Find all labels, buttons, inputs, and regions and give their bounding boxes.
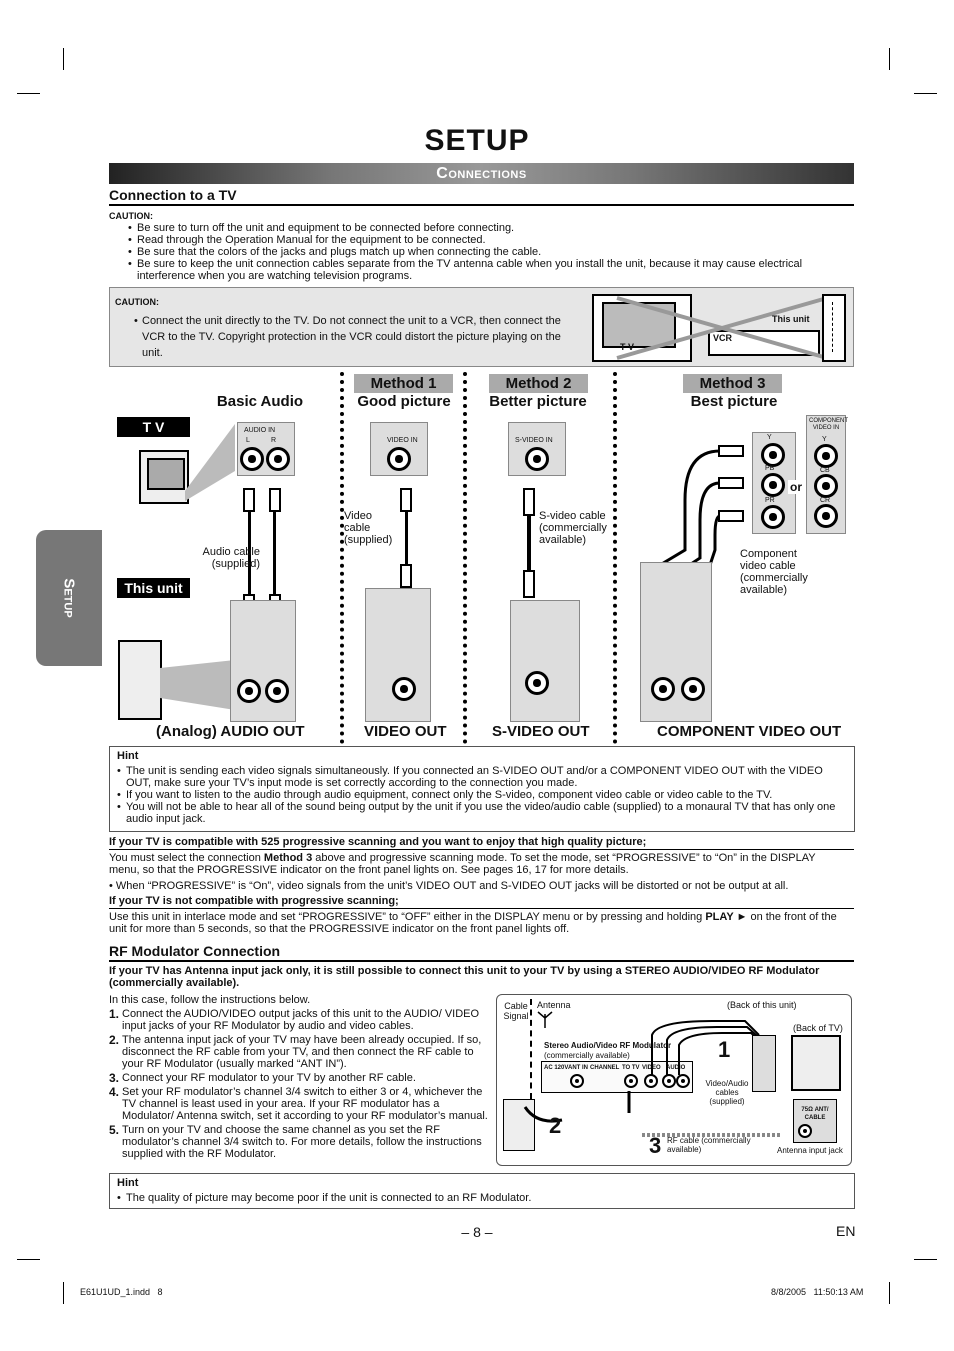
separator [613, 372, 617, 744]
hint-label: Hint [117, 750, 139, 762]
y-alt-label: Y [822, 436, 827, 443]
interlace-text: Use this unit in interlace mode and set “PROGRESSIVE” to “OFF” either in the DISPLAY menu or by pressing and holding PLAY ► on the front of the unit for more than 5 seconds, so that the PROGRESSIVE indicator on the front panel lights off. [109, 911, 837, 935]
hint-text: • The quality of picture may become poor if the unit is connected to an RF Modulator. [117, 1192, 532, 1204]
av-cables-label: Video/Audio cables (supplied) [705, 1079, 749, 1106]
caution-list [128, 222, 843, 282]
list-item: • Read through the Operation Manual for the equipment to be connected. [128, 234, 843, 246]
hint-label: Hint [117, 1177, 139, 1189]
list-item: • Be sure that the colors of the jacks and plugs match up when connecting the cable. [128, 246, 843, 258]
video-cable-label: Video cable (supplied) [344, 510, 393, 546]
back-unit-label: (Back of this unit) [727, 1000, 797, 1010]
print-date: 8/8/2005 11:50:13 AM [771, 1287, 864, 1297]
modulator-sub: (commercially available) [544, 1051, 630, 1060]
step-3-marker: 3 [649, 1133, 662, 1158]
video-in-label: VIDEO IN [387, 437, 418, 444]
audio-l-jack [240, 447, 264, 471]
video-in-jack [387, 447, 411, 471]
component-cr-jack [814, 504, 838, 528]
step-2-marker: 2 [549, 1113, 562, 1138]
audio-in-panel [237, 422, 295, 476]
tv-back-panel [791, 1035, 841, 1091]
s-video-in-jack [525, 447, 549, 471]
separator [463, 372, 467, 744]
caution-label: CAUTION: [109, 211, 153, 221]
audio-out-r-jack [265, 679, 289, 703]
list-item: • You will not be able to hear all of the sound being output by the unit if you use the video/audio cable (supplied) to a monaural TV that has only one audio input jack. [117, 801, 842, 825]
pr-label: PR [765, 497, 775, 504]
video-label: VIDEO [642, 1065, 661, 1071]
modulator-label: Stereo Audio/Video RF Modulator [544, 1041, 672, 1050]
video-in-panel [370, 422, 428, 476]
hint-box-2 [109, 1173, 855, 1209]
language-label: EN [836, 1223, 856, 1239]
progressive-heading: If your TV is compatible with 525 progressive scanning and you want to enjoy that high quality picture; [109, 836, 647, 848]
list-item: • The unit is sending each video signals simultaneously. If you connected an S-VIDEO OUT and/or a COMPONENT VIDEO OUT with the VIDEO OUT, make sure your TV’s input mode is set correctly according to the connection you made. [117, 765, 842, 789]
zoom-wedge [180, 421, 240, 511]
component-out-panel [640, 562, 712, 722]
basic-audio-title: Basic Audio [216, 393, 304, 410]
method2-tag: Method 2 [489, 374, 588, 393]
list-item: 3. Connect your RF modulator to your TV by another RF cable. [109, 1071, 416, 1085]
video-out-jack [392, 677, 416, 701]
ant-in-label: ANT IN [568, 1065, 588, 1071]
antenna-jack-label: Antenna input jack [777, 1146, 843, 1155]
plug [523, 488, 535, 516]
component-pr-jack [761, 505, 785, 529]
component-y-alt-jack [814, 444, 838, 468]
list-item: • Be sure to keep the unit connection cables separate from the TV antenna cable when you install the unit, because it may cause electrical interference when you are watching television programs. [128, 258, 843, 282]
progressive-note: • When “PROGRESSIVE” is “On”, video signals from the unit’s VIDEO OUT and S-VIDEO OUT jacks will be distorted or not be output at all. [109, 880, 789, 892]
or-label: or [790, 480, 802, 494]
list-item: 5. Turn on your TV and choose the same channel as you set the RF modulator’s channel 3/4 switch to. For more details, follow the instructions supplied with the RF Modulator. [109, 1123, 482, 1160]
cr-label: CR [820, 497, 831, 504]
video-out-label: VIDEO OUT [364, 723, 447, 740]
rf-diagram [496, 994, 852, 1166]
antenna-label: Antenna [537, 1000, 571, 1010]
l-label: L [246, 437, 250, 444]
component-video-in-label: COMPONENT VIDEO IN [809, 418, 848, 431]
caution2-label: CAUTION: [115, 297, 159, 307]
component-y-jack [761, 443, 785, 467]
back-tv-label: (Back of TV) [793, 1023, 843, 1033]
caution-box [109, 287, 854, 367]
list-item: 2. The antenna input jack of your TV may have been already occupied. If so, disconnect the RF cable from your TV, and then connect the RF cable to your RF Modulator (usually marked “ANT IN”). [109, 1033, 482, 1070]
step-1-marker: 1 [718, 1037, 731, 1062]
audio-in-label: AUDIO IN [244, 427, 276, 434]
s-video-out-label: S-VIDEO OUT [492, 723, 590, 740]
prohibited-cross-icon [592, 292, 852, 366]
zoom-wedge [160, 658, 240, 718]
section-title: Connections [436, 165, 527, 182]
rf-steps [109, 1008, 494, 1160]
tv-label: T V [620, 342, 635, 352]
plug [243, 488, 255, 512]
s-video-out-panel [510, 600, 580, 722]
plug [269, 488, 281, 512]
side-tab-label: Setup [60, 578, 78, 618]
s-video-in-panel [508, 422, 566, 476]
section-bar [109, 163, 854, 184]
interlace-heading: If your TV is not compatible with progressive scanning; [109, 895, 399, 907]
component-out-pb-jack [681, 677, 705, 701]
unit-back-panel [752, 1035, 776, 1092]
component-cable-label: Component video cable (commercially available) [740, 548, 808, 596]
method1-tag: Method 1 [354, 374, 453, 393]
tv-tag: T V [117, 417, 190, 437]
unit-illustration [822, 294, 846, 362]
page-number: – 8 – [461, 1224, 493, 1240]
s-video-in-label: S-VIDEO IN [515, 437, 553, 444]
to-tv-label: TO TV [622, 1065, 640, 1071]
ant-cable-label: 75Ω ANT/ CABLE [801, 1107, 829, 1121]
r-label: R [271, 437, 277, 444]
antenna-input-jack [798, 1124, 812, 1138]
plug [523, 570, 535, 598]
progressive-text: You must select the connection Method 3 above and progressive scanning mode. To set the mode, set “PROGRESSIVE” to “On” in the DISPLAY menu, so that the PROGRESSIVE indicator on the front panel lights on. See pages 16, 17 for more details. [109, 852, 816, 876]
list-item: 4. Set your RF modulator’s channel 3/4 switch to either 3 or 4, whichever the TV channel is least used in your area. If your RF modulator has a Modulator/ Antenna switch, set it according to your RF modulator’s manual. [109, 1085, 488, 1122]
rf-heading: RF Modulator Connection [109, 943, 281, 959]
audio-out-l-jack [237, 679, 261, 703]
audio-out-panel [230, 600, 296, 722]
divider [109, 204, 854, 206]
page-title: SETUP [424, 124, 530, 157]
component-cable [640, 440, 750, 580]
unit-back-illustration [118, 640, 162, 720]
hint-list [117, 765, 842, 825]
method3-tag: Method 3 [683, 374, 782, 393]
file-name: E61U1UD_1.indd 8 [80, 1287, 163, 1297]
ac-label: AC 120V [544, 1065, 569, 1071]
this-unit-label: This unit [772, 314, 810, 324]
separator [340, 372, 344, 744]
y-label: Y [767, 434, 772, 441]
audio-label: AUDIO [666, 1065, 686, 1071]
vcr-label: VCR [713, 333, 733, 343]
video-out-panel [365, 588, 431, 722]
audio-cable-label: Audio cable (supplied) [202, 546, 260, 570]
rf-intro-bold: If your TV has Antenna input jack only, it is still possible to connect this unit to your TV by using a STEREO AUDIO/VIDEO RF Modulator (commercially available). [109, 965, 820, 989]
s-video-cable-label: S-video cable (commercially available) [539, 510, 607, 546]
hint-box [109, 746, 855, 832]
s-video-out-jack [525, 671, 549, 695]
component-video-out-label: COMPONENT VIDEO OUT [657, 723, 842, 740]
method3-title: Best picture [690, 393, 778, 410]
plug [400, 488, 412, 512]
rf-cable-label: RF cable (commercially available) [667, 1136, 751, 1154]
rf-intro: In this case, follow the instructions below. [109, 994, 311, 1006]
this-unit-tag: This unit [117, 578, 190, 598]
list-item: • If you want to listen to the audio through audio equipment, connect only the S-video, component video cable or video cable to the TV. [117, 789, 842, 801]
side-tab [36, 530, 102, 666]
pb-label: PB [765, 465, 775, 472]
list-item: 1. Connect the AUDIO/VIDEO output jacks of this unit to the AUDIO/ VIDEO input jacks of your RF Modulator by audio and video cables. [109, 1007, 480, 1032]
connection-heading: Connection to a TV [109, 187, 237, 203]
method2-title: Better picture [489, 393, 587, 410]
component-cb-jack [814, 474, 838, 498]
cb-label: CB [820, 467, 830, 474]
antenna-jack-panel [793, 1099, 837, 1143]
audio-r-jack [266, 447, 290, 471]
list-item: • Be sure to turn off the unit and equipment to be connected before connecting. [128, 222, 843, 234]
cable-signal-label: Cable Signal [503, 1001, 529, 1021]
plug [400, 564, 412, 588]
audio-out-label: (Analog) AUDIO OUT [156, 723, 305, 740]
channel-label: CHANNEL [590, 1065, 620, 1071]
caution2-text: • Connect the unit directly to the TV. Do not connect the unit to a VCR, then connect the VCR to the TV. Copyright protection in the VCR could distort the picture playing on the unit. [134, 315, 561, 359]
component-out-y-jack [651, 677, 675, 701]
component-pb-jack [761, 473, 785, 497]
method1-title: Good picture [357, 393, 451, 410]
